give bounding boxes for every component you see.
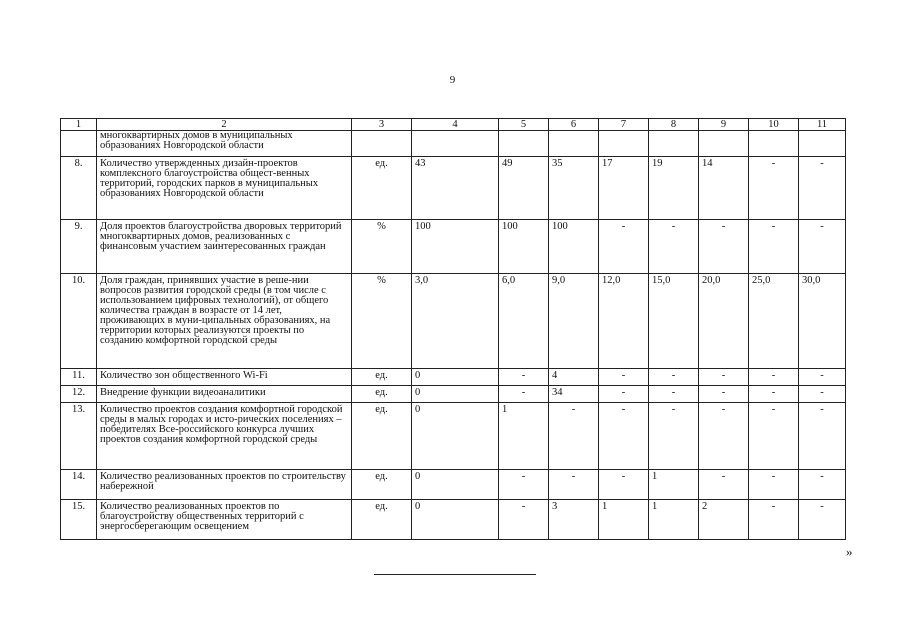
- indicator-value: 15,0: [649, 274, 699, 369]
- header-row: [61, 119, 846, 131]
- indicator-value: 1: [649, 470, 699, 500]
- indicator-value: [499, 131, 549, 157]
- indicator-value: -: [549, 470, 599, 500]
- indicator-name: Количество реализованных проектов по благоустройству общественных территорий с энергосберегающим освещением: [97, 500, 352, 540]
- indicator-value: -: [699, 386, 749, 403]
- indicator-value: 0: [412, 470, 499, 500]
- indicator-value: [699, 131, 749, 157]
- indicator-value: -: [699, 403, 749, 470]
- row-number: 10.: [61, 274, 97, 369]
- row-number: 8.: [61, 157, 97, 220]
- indicator-value: -: [599, 403, 649, 470]
- column-header-4: 4: [412, 119, 499, 131]
- row-number: 11.: [61, 369, 97, 386]
- indicator-value: -: [799, 220, 846, 274]
- row-number: 14.: [61, 470, 97, 500]
- indicator-value: -: [699, 470, 749, 500]
- unit-of-measure: ед.: [352, 500, 412, 540]
- unit-of-measure: ед.: [352, 157, 412, 220]
- indicator-value: -: [599, 220, 649, 274]
- row-number: 15.: [61, 500, 97, 540]
- column-header-3: 3: [352, 119, 412, 131]
- table-row: [61, 500, 846, 540]
- indicator-value: [749, 131, 799, 157]
- table-row: [61, 157, 846, 220]
- indicator-value: -: [799, 369, 846, 386]
- indicator-value: 20,0: [699, 274, 749, 369]
- indicator-value: 0: [412, 386, 499, 403]
- row-number: 13.: [61, 403, 97, 470]
- table-row: [61, 470, 846, 500]
- unit-of-measure: [352, 131, 412, 157]
- row-number: 9.: [61, 220, 97, 274]
- table-row: [61, 220, 846, 274]
- indicator-value: -: [599, 369, 649, 386]
- indicator-value: 30,0: [799, 274, 846, 369]
- indicator-value: 14: [699, 157, 749, 220]
- indicator-value: -: [749, 157, 799, 220]
- indicator-value: -: [799, 403, 846, 470]
- column-header-5: 5: [499, 119, 549, 131]
- table-row: [61, 274, 846, 369]
- footer-divider: [374, 574, 536, 575]
- indicator-value: 0: [412, 369, 499, 386]
- indicator-value: -: [749, 386, 799, 403]
- indicator-value: 3: [549, 500, 599, 540]
- table-row: [61, 386, 846, 403]
- indicator-value: 4: [549, 369, 599, 386]
- indicator-value: -: [649, 386, 699, 403]
- indicator-value: -: [699, 220, 749, 274]
- indicator-value: -: [599, 470, 649, 500]
- column-header-7: 7: [599, 119, 649, 131]
- unit-of-measure: ед.: [352, 369, 412, 386]
- closing-quote-mark: »: [846, 544, 853, 559]
- indicator-value: 17: [599, 157, 649, 220]
- page-number: 9: [449, 74, 456, 86]
- indicator-value: -: [599, 386, 649, 403]
- indicator-value: [549, 131, 599, 157]
- unit-of-measure: %: [352, 220, 412, 274]
- indicator-value: 100: [412, 220, 499, 274]
- indicator-value: -: [499, 369, 549, 386]
- indicator-value: -: [649, 369, 699, 386]
- indicator-value: -: [649, 403, 699, 470]
- indicator-name: многоквартирных домов в муниципальных образованиях Новгородской области: [97, 131, 352, 157]
- indicator-value: -: [499, 470, 549, 500]
- indicator-value: 1: [599, 500, 649, 540]
- indicator-name: Доля граждан, принявших участие в реше-нии вопросов развития городской среды (в том числе с использованием цифровых технологий), от общего количества граждан в возрасте от 14 лет, проживающих в муни-ципальных образованиях, на территории которых реализуются проекты по созданию комфортной городской среды: [97, 274, 352, 369]
- indicator-value: 25,0: [749, 274, 799, 369]
- unit-of-measure: ед.: [352, 403, 412, 470]
- column-header-2: 2: [97, 119, 352, 131]
- indicator-value: [799, 131, 846, 157]
- indicator-value: -: [799, 470, 846, 500]
- indicator-value: 100: [499, 220, 549, 274]
- indicator-value: -: [749, 470, 799, 500]
- unit-of-measure: ед.: [352, 386, 412, 403]
- indicator-value: 6,0: [499, 274, 549, 369]
- column-header-6: 6: [549, 119, 599, 131]
- indicator-value: 9,0: [549, 274, 599, 369]
- indicator-value: 12,0: [599, 274, 649, 369]
- indicator-value: 100: [549, 220, 599, 274]
- indicator-name: Количество проектов создания комфортной городской среды в малых городах и исто-рических поселениях – победителях Все-российского конкурса лучших проектов создания комфортной городской среды: [97, 403, 352, 470]
- table-row: [61, 369, 846, 386]
- indicator-name: Количество утвержденных дизайн-проектов комплексного благоустройства общест-венных территорий, городских парков в муниципальных образованиях Новгородской области: [97, 157, 352, 220]
- table-row: [61, 131, 846, 157]
- indicator-value: -: [499, 386, 549, 403]
- indicator-name: Доля проектов благоустройства дворовых территорий многоквартирных домов, реализованных с финансовым участием заинтересованных граждан: [97, 220, 352, 274]
- indicator-value: 0: [412, 403, 499, 470]
- indicator-value: 1: [499, 403, 549, 470]
- indicator-value: 0: [412, 500, 499, 540]
- indicator-value: 35: [549, 157, 599, 220]
- indicator-value: -: [499, 500, 549, 540]
- indicator-value: 43: [412, 157, 499, 220]
- indicator-value: -: [799, 386, 846, 403]
- row-number: 12.: [61, 386, 97, 403]
- indicator-value: 34: [549, 386, 599, 403]
- indicator-value: -: [749, 500, 799, 540]
- indicator-value: -: [649, 220, 699, 274]
- column-header-10: 10: [749, 119, 799, 131]
- indicator-name: Количество реализованных проектов по строительству набережной: [97, 470, 352, 500]
- indicator-value: 3,0: [412, 274, 499, 369]
- indicators-table: [60, 118, 846, 540]
- indicator-value: [412, 131, 499, 157]
- indicator-value: [599, 131, 649, 157]
- indicator-name: Внедрение функции видеоаналитики: [97, 386, 352, 403]
- row-number: [61, 131, 97, 157]
- indicator-value: -: [799, 157, 846, 220]
- unit-of-measure: ед.: [352, 470, 412, 500]
- indicator-value: -: [699, 369, 749, 386]
- column-header-9: 9: [699, 119, 749, 131]
- indicator-value: 49: [499, 157, 549, 220]
- indicator-value: 19: [649, 157, 699, 220]
- indicator-value: -: [749, 220, 799, 274]
- column-header-8: 8: [649, 119, 699, 131]
- table-body: [61, 131, 846, 540]
- indicator-name: Количество зон общественного Wi-Fi: [97, 369, 352, 386]
- table-row: [61, 403, 846, 470]
- indicator-value: [649, 131, 699, 157]
- unit-of-measure: %: [352, 274, 412, 369]
- column-header-1: 1: [61, 119, 97, 131]
- indicator-value: 2: [699, 500, 749, 540]
- indicator-value: -: [749, 403, 799, 470]
- indicator-value: -: [549, 403, 599, 470]
- indicator-value: -: [799, 500, 846, 540]
- indicator-value: 1: [649, 500, 699, 540]
- indicator-value: -: [749, 369, 799, 386]
- column-header-11: 11: [799, 119, 846, 131]
